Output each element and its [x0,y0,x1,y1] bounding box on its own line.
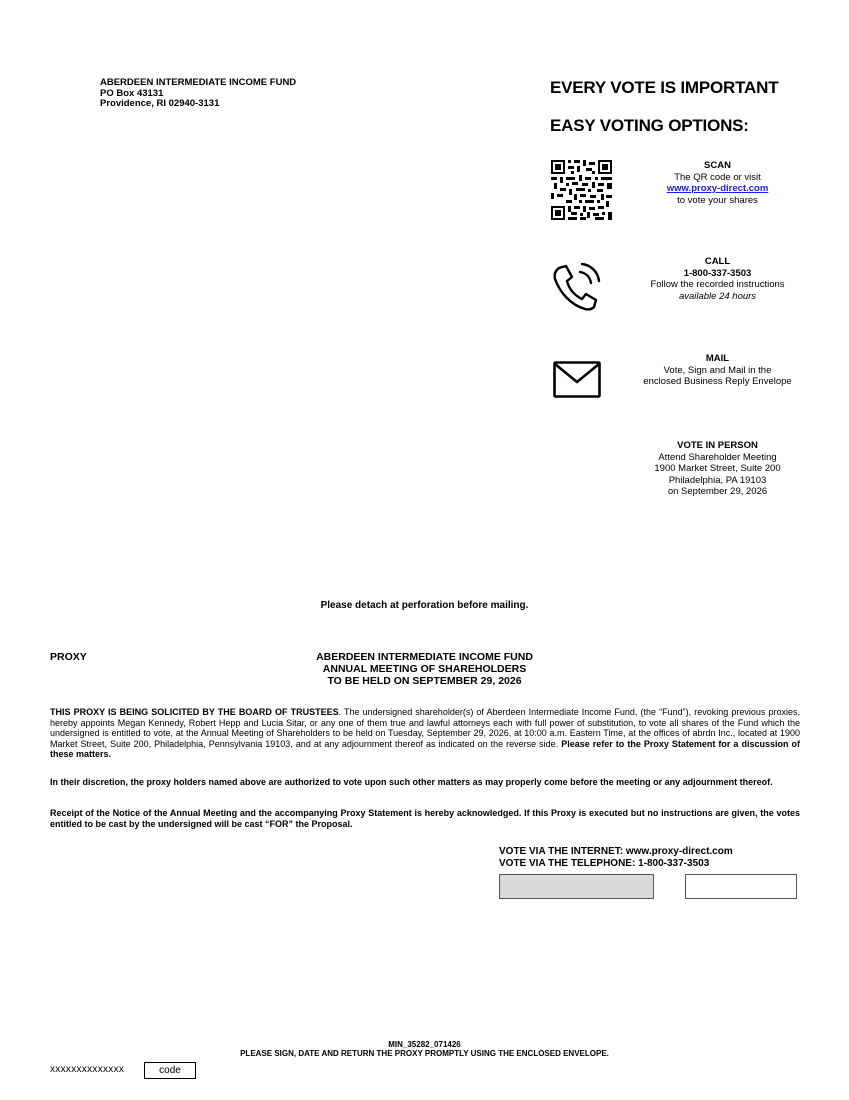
code-box: code [144,1062,196,1079]
scan-title: SCAN [704,160,731,171]
meeting-name: ANNUAL MEETING OF SHAREHOLDERS [322,663,527,675]
vote-internet: VOTE VIA THE INTERNET: www.proxy-direct.com [499,846,733,857]
subheadline: EASY VOTING OPTIONS: [550,116,749,135]
vote-methods [499,846,733,869]
call-phone[interactable]: 1-800-337-3503 [683,267,752,279]
call-line3: available 24 hours [678,290,757,302]
scan-line3: to vote your shares [677,194,758,206]
in-person-line2: 1900 Market Street, Suite 200 [654,463,781,474]
proxy-direct-link[interactable]: www.proxy-direct.com [666,183,769,194]
scan-option [630,160,805,206]
vote-telephone: VOTE VIA THE TELEPHONE: 1-800-337-3503 [499,857,710,869]
return-address-line1: ABERDEEN INTERMEDIATE INCOME FUND [100,77,297,88]
meeting-date: TO BE HELD ON SEPTEMBER 29, 2026 [327,675,522,687]
meeting-title [250,651,599,687]
mail-line1: Vote, Sign and Mail in the [663,364,772,376]
mail-line2: enclosed Business Reply Envelope [643,376,792,387]
call-option [630,256,805,302]
qr-code-icon[interactable] [551,160,612,220]
mail-option [630,353,805,388]
in-person-option [630,440,805,498]
solicitation-body: . The undersigned shareholder(s) of Aberdeen Intermediate Income Fund, (the “Fund”), revoking previous proxies, hereby appoints Megan Kennedy, Robert Hepp and Lucia Sitar, or any one of them true and lawful attorneys each with full power of substitution, to vote all shares of the Fund which the undersigned is entitled to vote, at the Annual Meeting of Shareholders to be held on Tuesday, September 29, 2026, at 10:00 a.m. Eastern Time, at the offices of abrdn Inc., located at 1900 Market Street, Suite 200, Philadelphia, Pennsylvania 19103, and at any adjournment thereof as indicated on the reverse side. [50,707,800,749]
in-person-line1: Attend Shareholder Meeting [658,451,777,463]
sign-notice: PLEASE SIGN, DATE AND RETURN THE PROXY PROMPTLY USING THE ENCLOSED ENVELOPE. [240,1049,609,1058]
discretion-paragraph: In their discretion, the proxy holders named above are authorized to vote upon such other matters as may properly come before the meeting or any adjournment thereof. [50,777,773,787]
solicitation-paragraph [50,707,800,760]
account-placeholder: xxxxxxxxxxxxxx [50,1064,125,1075]
fund-name: ABERDEEN INTERMEDIATE INCOME FUND [316,651,533,663]
mail-title: MAIL [705,353,730,364]
control-number-box[interactable] [499,874,654,899]
security-code-box[interactable] [685,874,797,899]
solicitation-lead: THIS PROXY IS BEING SOLICITED BY THE BOARD OF TRUSTEES [50,707,339,717]
return-address [100,78,296,110]
phone-icon [551,262,601,312]
in-person-line3: Philadelphia, PA 19103 [668,474,767,486]
in-person-line4: on September 29, 2026 [667,486,768,497]
envelope-icon [553,361,601,398]
receipt-paragraph: Receipt of the Notice of the Annual Meeting and the accompanying Proxy Statement is hereby acknowledged. If this Proxy is executed but no instructions are given, the votes entitled to be cast by the undersigned will be cast “FOR” the Proposal. [50,808,800,829]
return-address-line2: PO Box 43131 [100,87,164,99]
document-code: MIN_35282_071426 [388,1040,461,1049]
solicitation-tail: Please refer to the Proxy Statement for a discussion of these matters. [50,738,800,759]
headline: EVERY VOTE IS IMPORTANT [550,78,779,97]
scan-line1: The QR code or visit [674,171,761,183]
in-person-title: VOTE IN PERSON [677,440,758,451]
return-address-line3: Providence, RI 02940-3131 [100,98,220,109]
call-title: CALL [704,256,731,267]
proxy-label: PROXY [50,651,87,663]
call-line2: Follow the recorded instructions [650,279,785,290]
detach-notice: Please detach at perforation before mailing. [320,600,529,611]
